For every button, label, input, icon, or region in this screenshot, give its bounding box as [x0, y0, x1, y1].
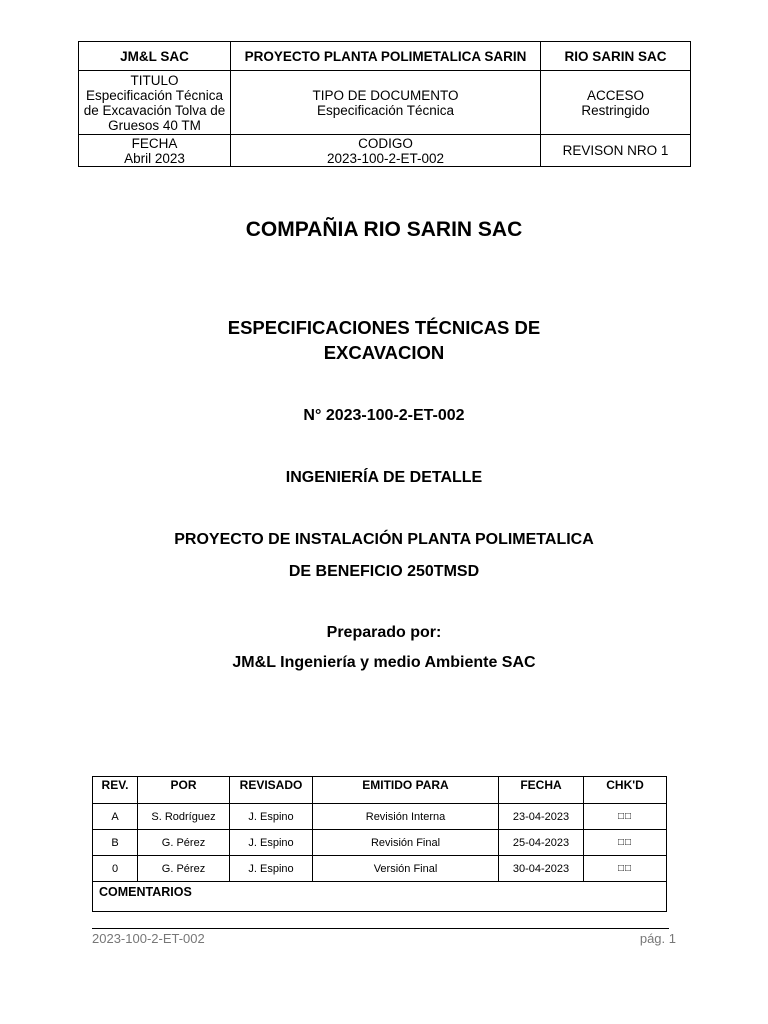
header-title-label: TITULO	[130, 72, 179, 88]
cell-revisado: J. Espino	[230, 856, 313, 882]
cell-rev: A	[93, 804, 138, 830]
cell-fecha: 30-04-2023	[499, 856, 584, 882]
footer-divider	[92, 928, 669, 929]
revision-table	[92, 776, 667, 912]
prepared-by-value: JM&L Ingeniería y medio Ambiente SAC	[232, 654, 536, 671]
cell-revisado: J. Espino	[230, 804, 313, 830]
header-date-cell	[79, 135, 231, 167]
footer-page-number: pág. 1	[639, 931, 676, 946]
table-row	[93, 830, 667, 856]
cell-chkd: □□	[584, 804, 667, 830]
header-doc-type-value: Especificación Técnica	[316, 102, 455, 118]
header-date-value: Abril 2023	[124, 150, 185, 166]
header-access-label: ACCESO	[586, 87, 644, 103]
header-company-left: JM&L SAC	[79, 42, 231, 71]
col-header-revisado: REVISADO	[230, 777, 313, 804]
comments-row	[93, 882, 667, 912]
document-header-table	[78, 41, 691, 167]
cell-fecha: 23-04-2023	[499, 804, 584, 830]
header-title-value: Especificación Técnica de Excavación Tolva de Gruesos 40 TM	[83, 87, 226, 133]
header-code-label: CODIGO	[358, 135, 413, 151]
header-date-label: FECHA	[131, 135, 178, 151]
cell-por: S. Rodríguez	[138, 804, 230, 830]
project-line1: PROYECTO DE INSTALACIÓN PLANTA POLIMETALICA	[174, 531, 594, 548]
col-header-rev: REV.	[93, 777, 138, 804]
cell-emitido: Revisión Interna	[313, 804, 499, 830]
header-title-cell	[79, 71, 231, 135]
table-row	[93, 856, 667, 882]
cell-emitido: Revisión Final	[313, 830, 499, 856]
header-revision: REVISON NRO 1	[541, 135, 691, 167]
company-title: COMPAÑIA RIO SARIN SAC	[245, 218, 523, 241]
prepared-by-label: Preparado por:	[326, 624, 442, 641]
col-header-emitido: EMITIDO PARA	[313, 777, 499, 804]
cell-chkd: □□	[584, 856, 667, 882]
header-project: PROYECTO PLANTA POLIMETALICA SARIN	[231, 42, 541, 71]
document-number: N° 2023-100-2-ET-002	[303, 407, 465, 424]
cell-revisado: J. Espino	[230, 830, 313, 856]
header-company-right: RIO SARIN SAC	[541, 42, 691, 71]
header-doc-type-label: TIPO DE DOCUMENTO	[312, 87, 459, 103]
spec-title-line2: EXCAVACION	[323, 342, 445, 363]
col-header-fecha: FECHA	[499, 777, 584, 804]
header-access-cell	[541, 71, 691, 135]
header-access-value: Restringido	[581, 102, 650, 118]
cell-fecha: 25-04-2023	[499, 830, 584, 856]
cell-emitido: Versión Final	[313, 856, 499, 882]
project-line2: DE BENEFICIO 250TMSD	[288, 563, 480, 580]
engineering-phase: INGENIERÍA DE DETALLE	[285, 469, 483, 486]
cell-por: G. Pérez	[138, 830, 230, 856]
header-doc-type-cell	[231, 71, 541, 135]
comments-label: COMENTARIOS	[93, 882, 667, 912]
cell-por: G. Pérez	[138, 856, 230, 882]
footer-code: 2023-100-2-ET-002	[92, 931, 205, 946]
col-header-por: POR	[138, 777, 230, 804]
table-row	[93, 804, 667, 830]
cell-rev: B	[93, 830, 138, 856]
header-code-value: 2023-100-2-ET-002	[326, 150, 445, 166]
cell-chkd: □□	[584, 830, 667, 856]
revision-header-row	[93, 777, 667, 804]
col-header-chkd: CHK'D	[584, 777, 667, 804]
cell-rev: 0	[93, 856, 138, 882]
spec-title-line1: ESPECIFICACIONES TÉCNICAS DE	[227, 317, 541, 338]
header-code-cell	[231, 135, 541, 167]
